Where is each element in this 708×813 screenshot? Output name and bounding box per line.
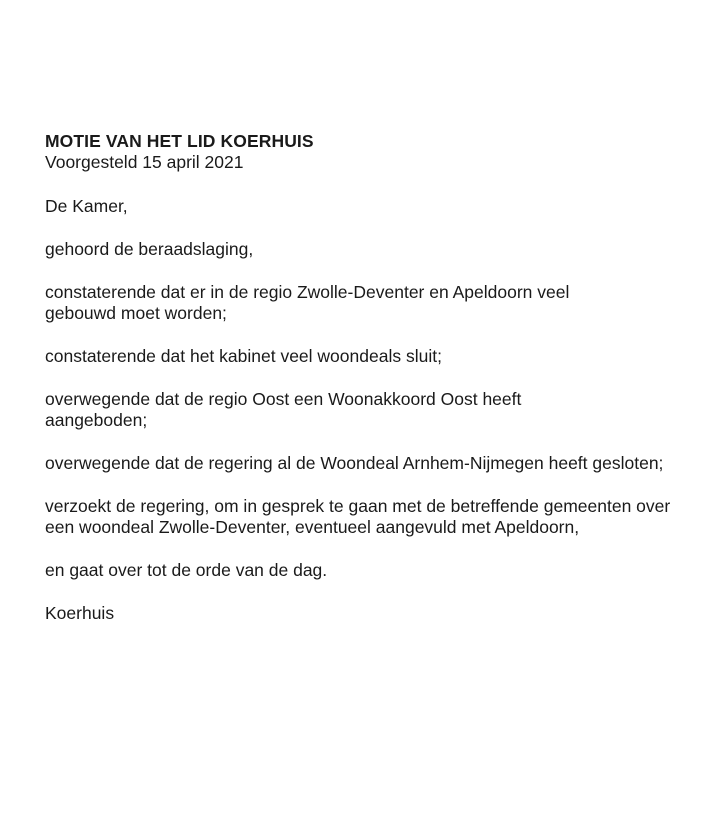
paragraph-heard: gehoord de beraadslaging, [45,239,254,259]
paragraph-closing: en gaat over tot de orde van de dag. [45,560,328,580]
motion-body [45,131,685,624]
paragraph-overwegende-1: overwegende dat de regio Oost een Woonakkoord Oost heeft aangeboden; [45,389,522,430]
paragraph-constaterende-1: constaterende dat er in de regio Zwolle-Deventer en Apeldoorn veel gebouwd moet worden; [45,282,570,323]
signature: Koerhuis [45,603,115,623]
paragraph-verzoekt: verzoekt de regering, om in gesprek te gaan met de betreffende gemeenten over een woondeal Zwolle-Deventer, eventueel aangevuld met Apeldoorn, [45,496,671,537]
proposed-date: Voorgesteld 15 april 2021 [45,152,244,172]
paragraph-constaterende-2: constaterende dat het kabinet veel woondeals sluit; [45,346,442,366]
salutation: De Kamer, [45,196,128,216]
paragraph-overwegende-2: overwegende dat de regering al de Woondeal Arnhem-Nijmegen heeft gesloten; [45,453,664,473]
motion-title: MOTIE VAN HET LID KOERHUIS [45,131,314,151]
